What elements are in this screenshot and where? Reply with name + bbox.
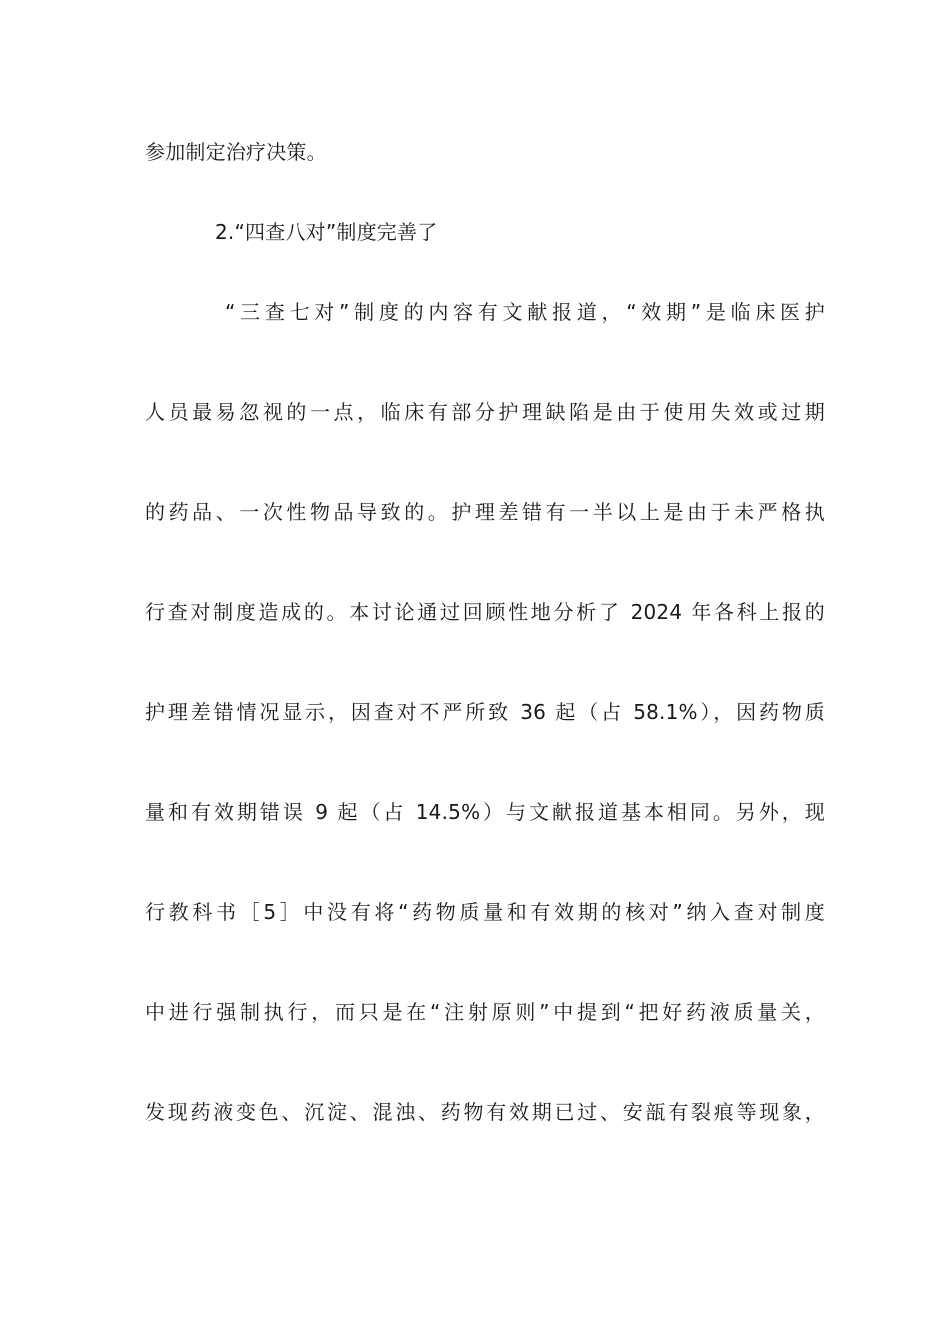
paragraph-line-6: 行查对制度造成的。本讨论通过回顾性地分析了 2024 年各科上报的 <box>145 600 825 624</box>
paragraph-line-9: 行教科书［5］中没有将“药物质量和有效期的核对”纳入查对制度 <box>145 900 825 924</box>
paragraph-line-1: 参加制定治疗决策。 <box>145 140 327 164</box>
paragraph-line-8: 量和有效期错误 9 起（占 14.5%）与文献报道基本相同。另外，现 <box>145 800 825 824</box>
paragraph-line-4: 人员最易忽视的一点，临床有部分护理缺陷是由于使用失效或过期 <box>145 400 825 424</box>
paragraph-line-10: 中进行强制执行，而只是在“注射原则”中提到“把好药液质量关， <box>145 1000 825 1024</box>
section-heading: 2.“四查八对”制度完善了 <box>215 220 438 244</box>
paragraph-line-5: 的药品、一次性物品导致的。护理差错有一半以上是由于未严格执 <box>145 500 825 524</box>
paragraph-line-7: 护理差错情况显示，因查对不严所致 36 起（占 58.1%），因药物质 <box>145 700 825 724</box>
paragraph-line-11: 发现药液变色、沉淀、混浊、药物有效期已过、安瓿有裂痕等现象， <box>145 1100 825 1124</box>
paragraph-line-3: “三查七对”制度的内容有文献报道，“效期”是临床医护 <box>225 300 825 324</box>
